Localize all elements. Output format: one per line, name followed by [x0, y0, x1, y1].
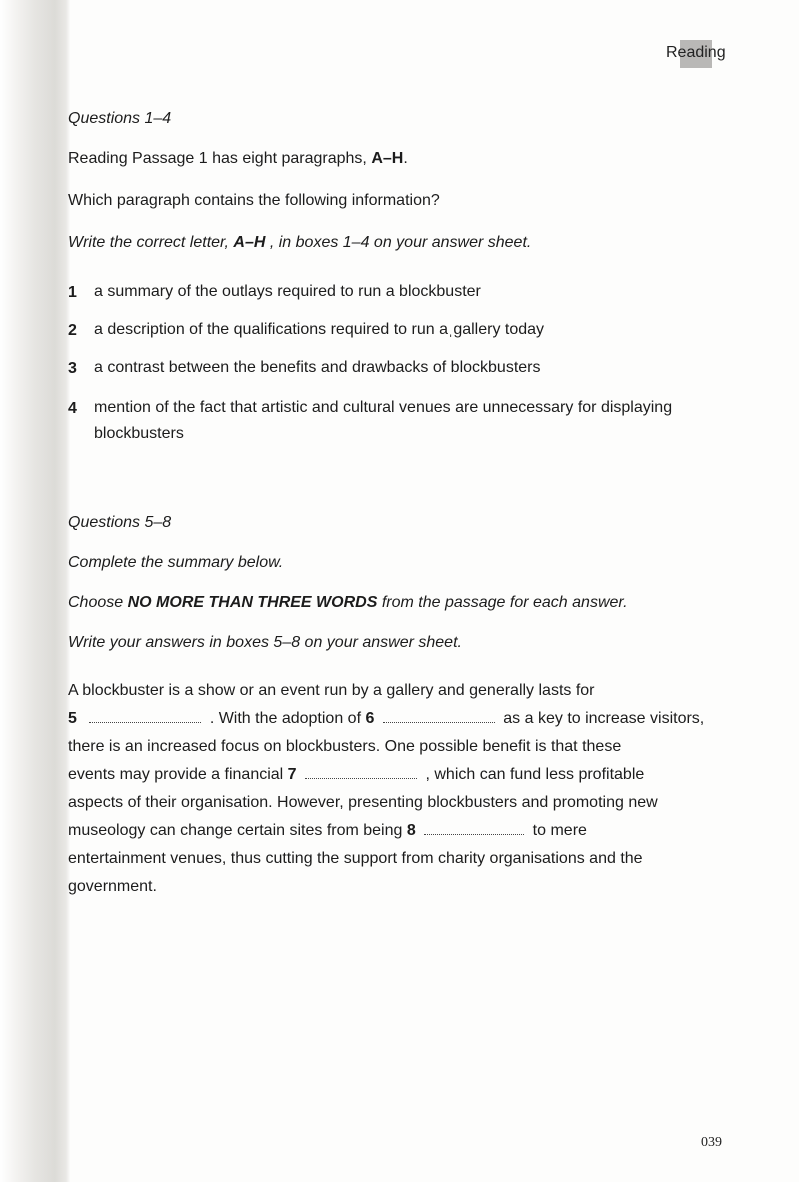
gap-number-7: 7 [287, 766, 297, 783]
summary-text: as a key to increase visitors, [503, 710, 705, 727]
part1-instruction [68, 234, 531, 252]
question-text: a contrast between the benefits and drawbacks of blockbusters [94, 359, 541, 376]
question-number: 2 [68, 322, 77, 339]
instruction2-pre: Choose [68, 594, 128, 611]
answer-blank-8[interactable] [424, 822, 524, 835]
summary-text: . With the adoption of [209, 710, 366, 727]
question-number: 3 [68, 360, 77, 377]
gap-number-6: 6 [365, 710, 375, 727]
summary-line-3: there is an increased focus on blockbusters. One possible benefit is that these [68, 738, 622, 755]
instruction2-post: from the passage for each answer. [377, 594, 628, 611]
page-number: 039 [701, 1135, 722, 1150]
gap-number-5: 5 [68, 710, 77, 727]
section-label: Reading [666, 44, 726, 61]
book-binding-gutter [0, 0, 70, 1182]
intro-text: Reading Passage 1 has eight paragraphs, [68, 150, 372, 167]
summary-text: museology can change certain sites from being [68, 822, 407, 839]
part2-instruction-1: Complete the summary below. [68, 554, 284, 571]
gap-number-8: 8 [406, 822, 416, 839]
intro-end: . [403, 150, 408, 167]
instruction-post: , in boxes 1–4 on your answer sheet. [265, 234, 532, 251]
instruction-pre: Write the correct letter, [68, 234, 234, 251]
part2-instruction-3: Write your answers in boxes 5–8 on your answer sheet. [68, 634, 462, 651]
word-limit: NO MORE THAN THREE WORDS [127, 594, 378, 611]
summary-line-7: entertainment venues, thus cutting the support from charity organisations and the [68, 850, 643, 867]
summary-line-8: government. [68, 878, 157, 895]
questions-5-8-heading: Questions 5–8 [68, 514, 172, 531]
part1-question: Which paragraph contains the following information? [68, 192, 440, 209]
summary-text: to mere [532, 822, 587, 839]
part2-instruction-2 [68, 594, 628, 612]
question-number: 1 [68, 284, 77, 301]
summary-line-1: A blockbuster is a show or an event run by a gallery and generally lasts for [68, 682, 595, 699]
summary-line-2 [68, 710, 704, 728]
intro-range: A–H [371, 150, 404, 167]
answer-blank-6[interactable] [383, 710, 495, 723]
summary-line-4 [68, 766, 644, 784]
summary-text: events may provide a financial [68, 766, 288, 783]
questions-1-4-heading: Questions 1–4 [68, 110, 172, 127]
summary-line-6 [68, 822, 587, 840]
summary-text: , which can fund less profitable [425, 766, 645, 783]
summary-line-5: aspects of their organisation. However, presenting blockbusters and promoting new [68, 794, 658, 811]
instruction-range: A–H [233, 234, 266, 251]
question-text: mention of the fact that artistic and cultural venues are unnecessary for displaying blockbusters [94, 399, 673, 442]
answer-blank-5[interactable] [89, 710, 201, 723]
part1-intro [68, 150, 408, 168]
answer-blank-7[interactable] [305, 766, 417, 779]
question-text: a description of the qualifications required to run aˌgallery today [94, 321, 545, 338]
question-number: 4 [68, 400, 77, 417]
question-text: a summary of the outlays required to run a blockbuster [94, 283, 481, 300]
running-head [666, 44, 726, 62]
